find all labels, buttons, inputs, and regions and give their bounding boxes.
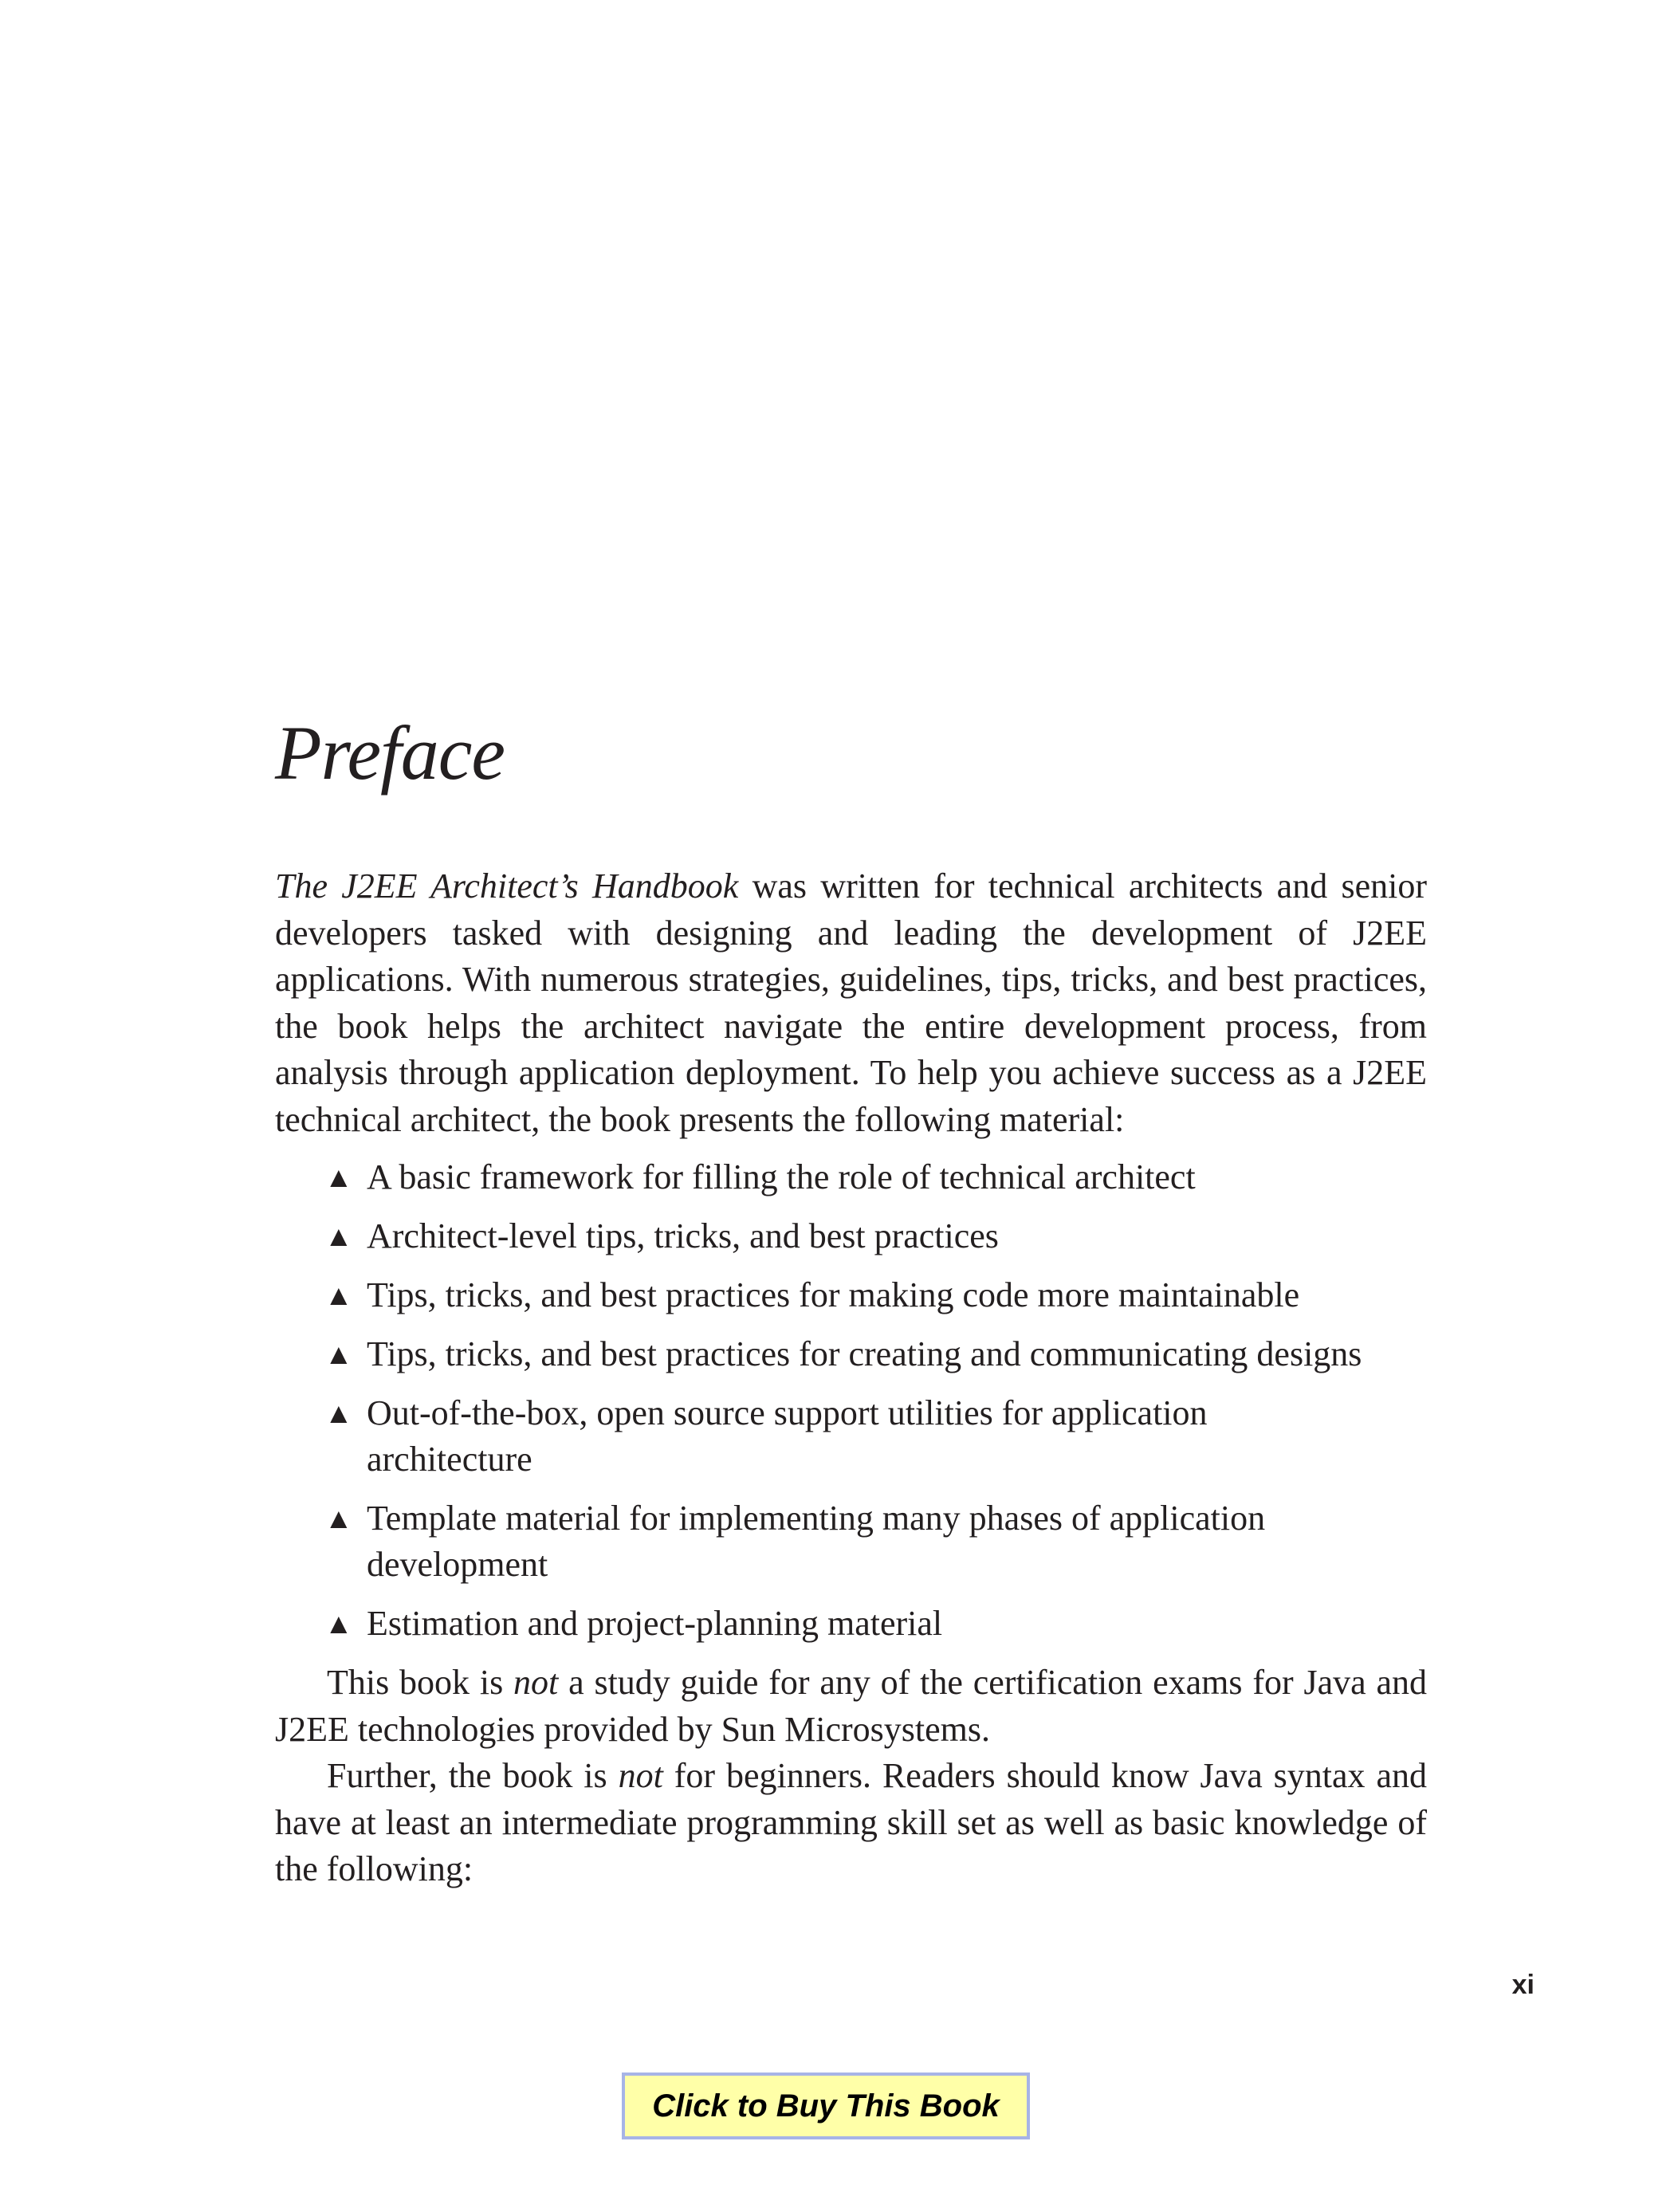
intro-text: was written for technical architects and senior developers tasked with designing and leading the development of J2EE applications. With numerous strategies, guidelines, tips, tricks, and best practices, the book helps the architect navigate the entire development process, from analysis through application deployment. To help you achieve success as a J2EE technical architect, the book presents the following material: bbox=[275, 866, 1428, 1139]
list-item-text: Architect-level tips, tricks, and best practices bbox=[367, 1216, 999, 1255]
page-number: xi bbox=[1511, 1970, 1534, 2000]
paragraph-text: This book is bbox=[327, 1663, 514, 1702]
list-item bbox=[275, 1390, 1427, 1483]
triangle-bullet-icon: ▲ bbox=[324, 1397, 353, 1429]
paragraph-text: for beginners. Readers should know Java syntax and have at least an intermediate programming skill set as well as basic knowledge of the following: bbox=[275, 1756, 1427, 1888]
list-item-text: Tips, tricks, and best practices for creating and communicating designs bbox=[367, 1334, 1362, 1373]
list-item bbox=[275, 1213, 1427, 1259]
material-list bbox=[275, 1154, 1427, 1647]
triangle-bullet-icon: ▲ bbox=[324, 1608, 353, 1640]
list-item-text: Estimation and project-planning material bbox=[367, 1604, 943, 1643]
paragraph-text: Further, the book is bbox=[327, 1756, 619, 1795]
list-item bbox=[275, 1601, 1427, 1647]
emphasis-not: not bbox=[513, 1663, 559, 1702]
triangle-bullet-icon: ▲ bbox=[324, 1503, 353, 1534]
paragraph-text: a study guide for any of the certification exams for Java and J2EE technologies provided by Sun Microsystems. bbox=[275, 1663, 1427, 1749]
not-for-beginners-paragraph bbox=[275, 1753, 1427, 1893]
triangle-bullet-icon: ▲ bbox=[324, 1220, 353, 1252]
list-item-text: Out-of-the-box, open source support utilities for application architecture bbox=[367, 1393, 1208, 1479]
book-title: The J2EE Architect’s Handbook bbox=[275, 866, 739, 906]
list-item bbox=[275, 1495, 1427, 1588]
list-item-text: A basic framework for filling the role of technical architect bbox=[367, 1157, 1196, 1196]
not-study-guide-paragraph bbox=[275, 1660, 1427, 1753]
list-item bbox=[275, 1272, 1427, 1318]
preface-body bbox=[275, 863, 1427, 1893]
intro-paragraph bbox=[275, 863, 1427, 1143]
list-item-text: Tips, tricks, and best practices for making code more maintainable bbox=[367, 1275, 1300, 1314]
list-item bbox=[275, 1331, 1427, 1377]
triangle-bullet-icon: ▲ bbox=[324, 1161, 353, 1193]
list-item bbox=[275, 1154, 1427, 1200]
emphasis-not: not bbox=[618, 1756, 663, 1795]
page-title: Preface bbox=[275, 710, 505, 796]
buy-book-button[interactable]: Click to Buy This Book bbox=[622, 2073, 1030, 2139]
triangle-bullet-icon: ▲ bbox=[324, 1279, 353, 1311]
list-item-text: Template material for implementing many phases of application development bbox=[367, 1499, 1266, 1584]
triangle-bullet-icon: ▲ bbox=[324, 1338, 353, 1370]
